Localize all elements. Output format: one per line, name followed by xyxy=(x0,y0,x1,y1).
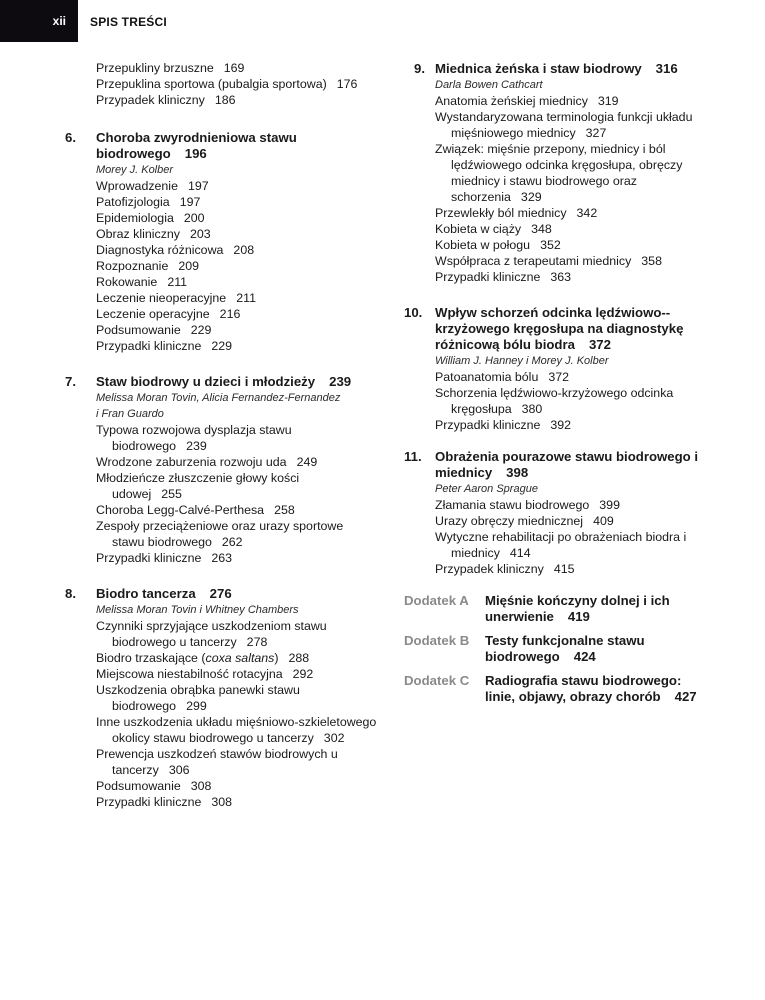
toc-entry[interactable]: Wystandaryzowana terminologia funkcji układu mięśniowego miednicy 327 xyxy=(435,110,693,140)
toc-entry[interactable]: Czynniki sprzyjające uszkodzeniom stawu biodrowego u tancerzy 278 xyxy=(96,619,327,649)
page-ref: 186 xyxy=(214,93,236,107)
toc-entry[interactable]: Choroba Legg-Calvé-Perthesa 258 xyxy=(96,503,295,517)
appendix-b[interactable]: Dodatek B Testy funkcjonalne stawu biodrowego 424 xyxy=(404,633,645,664)
chapter-9 xyxy=(404,61,734,285)
chapter-10 xyxy=(404,305,734,433)
chapter-number: 9. xyxy=(414,61,425,76)
chapter-11 xyxy=(404,449,734,577)
page-ref: 424 xyxy=(573,649,596,664)
chapter-number: 7. xyxy=(65,374,76,389)
page-ref: 427 xyxy=(674,689,697,704)
toc-entry[interactable]: Anatomia żeńskiej miednicy 319 xyxy=(435,94,619,108)
chapter-title[interactable]: Obrażenia pourazowe stawu biodrowego i miednicy 398 xyxy=(435,449,699,480)
appendix-c[interactable]: Dodatek C Radiografia stawu biodrowego: linie, objawy, obrazy chorób 427 xyxy=(404,673,697,704)
toc-entry[interactable]: Zespoły przeciążeniowe oraz urazy sportowe stawu biodrowego 262 xyxy=(96,519,344,549)
chapter-title[interactable]: Miednica żeńska i staw biodrowy 316 xyxy=(435,61,678,76)
chapter-6 xyxy=(65,130,385,354)
toc-entry[interactable]: Obraz kliniczny 203 xyxy=(96,227,211,241)
chapter-author: Darla Bowen Cathcart xyxy=(435,79,543,91)
toc-entry[interactable]: Współpraca z terapeutami miednicy 358 xyxy=(435,254,662,268)
chapter-title[interactable]: Wpływ schorzeń odcinka lędźwiowo--krzyżowego kręgosłupa na diagnostykę różnicową bólu biodra 372 xyxy=(435,305,684,352)
toc-left-column xyxy=(65,60,385,810)
toc-entry[interactable]: Przypadek kliniczny 186 xyxy=(96,93,236,107)
toc-entry[interactable]: Inne uszkodzenia układu mięśniowo-szkieletowego okolicy stawu biodrowego u tancerzy 302 xyxy=(96,715,377,745)
page-number-block xyxy=(0,0,78,42)
chapter-author: Melissa Moran Tovin, Alicia Fernandez-Fernandez i Fran Guardo xyxy=(96,392,341,420)
toc-entry[interactable]: Przepuklina sportowa (pubalgia sportowa) 176 xyxy=(96,77,358,91)
toc-entry[interactable]: Epidemiologia 200 xyxy=(96,211,205,225)
toc-entry[interactable]: Leczenie nieoperacyjne 211 xyxy=(96,291,256,305)
running-head: SPIS TREŚCI xyxy=(90,15,167,29)
chapter-author: William J. Hanney i Morey J. Kolber xyxy=(435,355,609,367)
page-ref: 169 xyxy=(223,61,245,75)
toc-entry[interactable]: Przypadki kliniczne 308 xyxy=(96,795,233,809)
chapter-number: 6. xyxy=(65,130,76,145)
page-ref: 398 xyxy=(506,465,529,480)
toc-right-column xyxy=(404,61,734,705)
page-ref: 316 xyxy=(655,61,678,76)
toc-entry[interactable]: Kobieta w ciąży 348 xyxy=(435,222,552,236)
toc-entry[interactable]: Rokowanie 211 xyxy=(96,275,188,289)
chapter-title[interactable]: Biodro tancerza 276 xyxy=(96,586,232,601)
toc-entry[interactable]: Rozpoznanie 209 xyxy=(96,259,200,273)
continued-entries xyxy=(96,60,385,108)
toc-entry[interactable]: Biodro trzaskające (coxa saltans) 288 xyxy=(96,651,310,665)
toc-entry[interactable]: Typowa rozwojowa dysplazja stawu biodrowego 239 xyxy=(96,423,292,453)
toc-entry[interactable]: Związek: mięśnie przepony, miednicy i ból lędźwiowego odcinka kręgosłupa, obręczy miednicy i stawu biodrowego oraz schorzenia 329 xyxy=(435,142,683,204)
page-ref: 419 xyxy=(567,609,590,624)
chapter-number: 10. xyxy=(404,305,423,320)
appendix-label: Dodatek C xyxy=(404,673,470,688)
toc-entry[interactable]: Przypadek kliniczny 415 xyxy=(435,562,575,576)
toc-entry[interactable]: Diagnostyka różnicowa 208 xyxy=(96,243,255,257)
chapter-title[interactable]: Staw biodrowy u dzieci i młodzieży 239 xyxy=(96,374,352,389)
toc-entry[interactable]: Leczenie operacyjne 216 xyxy=(96,307,241,321)
chapter-author: Melissa Moran Tovin i Whitney Chambers xyxy=(96,604,299,616)
page-ref: 196 xyxy=(184,146,207,161)
page-ref: 276 xyxy=(209,586,232,601)
chapter-number: 8. xyxy=(65,586,76,601)
toc-entry[interactable]: Wytyczne rehabilitacji po obrażeniach biodra i miednicy 414 xyxy=(435,530,687,560)
appendix-label: Dodatek A xyxy=(404,593,469,608)
toc-entry[interactable]: Podsumowanie 229 xyxy=(96,323,212,337)
toc-entry[interactable]: Przypadki kliniczne 229 xyxy=(96,339,233,353)
toc-entry[interactable]: Złamania stawu biodrowego 399 xyxy=(435,498,620,512)
appendix-label: Dodatek B xyxy=(404,633,470,648)
toc-entry[interactable]: Podsumowanie 308 xyxy=(96,779,212,793)
chapter-number: 11. xyxy=(404,449,422,464)
toc-entry[interactable]: Wrodzone zaburzenia rozwoju uda 249 xyxy=(96,455,318,469)
chapter-8 xyxy=(65,586,385,810)
toc-entry[interactable]: Urazy obręczy miednicznej 409 xyxy=(435,514,614,528)
toc-entry[interactable]: Przypadki kliniczne 363 xyxy=(435,270,572,284)
toc-entry[interactable]: Przewlekły ból miednicy 342 xyxy=(435,206,598,220)
toc-entry[interactable]: Przepukliny brzuszne 169 xyxy=(96,61,245,75)
toc-entry[interactable]: Przypadki kliniczne 263 xyxy=(96,551,233,565)
toc-entry[interactable]: Patofizjologia 197 xyxy=(96,195,201,209)
toc-entry[interactable]: Miejscowa niestabilność rotacyjna 292 xyxy=(96,667,314,681)
page-ref: 239 xyxy=(329,374,352,389)
toc-entry[interactable]: Młodzieńcze złuszczenie głowy kości udowej 255 xyxy=(96,471,300,501)
toc-entry[interactable]: Schorzenia lędźwiowo-krzyżowego odcinka kręgosłupa 380 xyxy=(435,386,674,416)
page-ref: 372 xyxy=(588,337,611,352)
chapter-author: Morey J. Kolber xyxy=(96,164,174,176)
page-ref: 176 xyxy=(336,77,358,91)
appendices xyxy=(404,593,734,705)
toc-entry[interactable]: Kobieta w połogu 352 xyxy=(435,238,561,252)
toc-entry[interactable]: Patoanatomia bólu 372 xyxy=(435,370,570,384)
chapter-7 xyxy=(65,374,385,566)
chapter-title[interactable]: Choroba zwyrodnieniowa stawu biodrowego 196 xyxy=(96,130,297,161)
appendix-a[interactable]: Dodatek A Mięśnie kończyny dolnej i ich unerwienie 419 xyxy=(404,593,670,624)
chapter-author: Peter Aaron Sprague xyxy=(435,483,538,495)
toc-entry[interactable]: Wprowadzenie 197 xyxy=(96,179,209,193)
toc-entry[interactable]: Uszkodzenia obrąbka panewki stawu biodrowego 299 xyxy=(96,683,300,713)
page-number: xii xyxy=(52,14,66,28)
toc-entry[interactable]: Przypadki kliniczne 392 xyxy=(435,418,572,432)
latin-term: coxa saltans xyxy=(205,651,275,665)
toc-entry[interactable]: Prewencja uszkodzeń stawów biodrowych u tancerzy 306 xyxy=(96,747,338,777)
